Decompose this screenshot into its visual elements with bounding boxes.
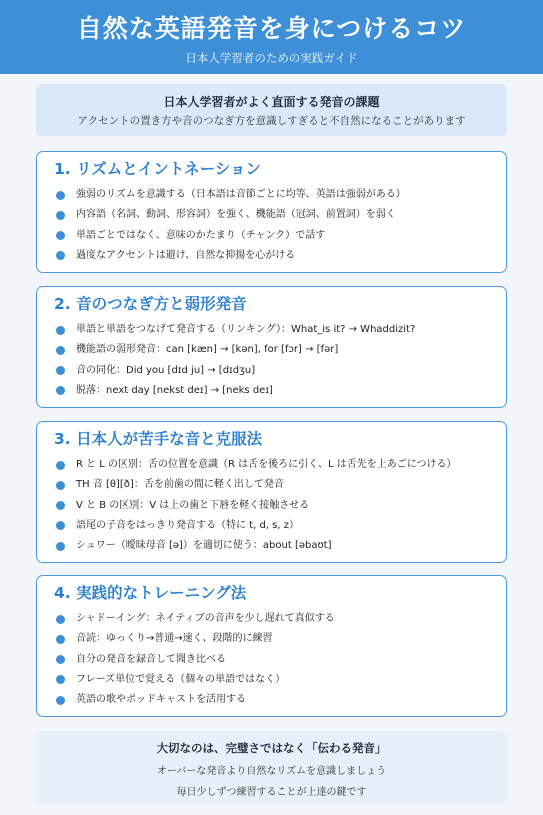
summary-box [36,731,507,803]
summary-line: 毎日少しずつ練習することが上達の鍵です [176,787,367,798]
intro-box [36,84,507,136]
list-item [56,629,496,649]
list-item [56,609,496,629]
bullet-icon [56,386,65,395]
summary-line: オーバーな発音より自然なリズムを意識しましょう [156,766,387,777]
section-difficult-sounds [36,421,507,563]
list-item [56,690,496,710]
list-item-text: 音の同化：Did you [dɪd ju] → [dɪdʒu] [76,364,256,376]
list-item [56,246,496,266]
section-training [36,575,507,717]
list-item-text: 単語ごとではなく、意味のかたまり（チャンク）で話す [76,229,326,241]
intro-text: アクセントの置き方や音のつなぎ方を意識しすぎると不自然になることがあります [77,115,466,127]
list-item [56,381,496,401]
summary-heading: 大切なのは、完璧さではなく「伝わる発音」 [156,741,387,755]
bullet-icon [56,326,65,335]
list-item [56,340,496,360]
bullet-icon [56,542,65,551]
list-item-text: 語尾の子音をはっきり発音する（特に t, d, s, z） [76,519,299,531]
bullet-icon [56,461,65,470]
bullet-icon [56,191,65,200]
list-item-text: 単語と単語をつなげて発音する（リンキング）：What_is it? → Whaddizit? [76,324,416,335]
list-item [56,320,496,340]
list-item-text: R と L の区別：舌の位置を意識（R は舌を後ろに引く、L は舌先を上あごにつける） [76,459,457,470]
list-item [56,205,496,225]
bullet-icon [56,696,65,705]
list-item [56,475,496,495]
intro-heading: 日本人学習者がよく直面する発音の課題 [163,95,380,109]
list-item-text: 機能語の弱形発音：can [kæn] → [kən], for [fɔr] → [fər] [76,344,339,356]
list-item-text: フレーズ単位で覚える（個々の単語ではなく） [76,673,286,685]
page-title: 自然な英語発音を身につけるコツ [76,14,467,43]
bullet-icon [56,231,65,240]
bullet-icon [56,366,65,375]
list-item-text: 内容語（名詞、動詞、形容詞）を強く、機能語（冠詞、前置詞）を弱く [76,209,396,221]
section-list [56,455,496,556]
bullet-icon [56,615,65,624]
section-list [56,185,496,266]
bullet-icon [56,635,65,644]
header-banner [0,0,543,74]
section-title: 3. 日本人が苦手な音と克服法 [54,430,263,448]
list-item [56,361,496,381]
bullet-icon [56,211,65,220]
list-item [56,226,496,246]
list-item-text: 強弱のリズムを意識する（日本語は音節ごとに均等、英語は強弱がある） [76,189,406,200]
list-item [56,536,496,556]
list-item-text: 脱落：next day [nekst deɪ] → [neks deɪ] [76,384,273,396]
bullet-icon [56,655,65,664]
list-item [56,496,496,516]
list-item-text: 音読：ゆっくり→普通→速く、段階的に練習 [76,633,273,645]
list-item [56,516,496,536]
list-item-text: シュワー（曖昧母音 [ə]）を適切に使う：about [əbaʊt] [76,540,332,552]
section-title: 1. リズムとイントネーション [54,160,261,178]
bullet-icon [56,251,65,260]
bullet-icon [56,346,65,355]
section-list [56,609,496,710]
bullet-icon [56,675,65,684]
bullet-icon [56,501,65,510]
section-title: 4. 実践的なトレーニング法 [54,584,247,602]
section-rhythm [36,151,507,273]
bullet-icon [56,521,65,530]
page-subtitle: 日本人学習者のための実践ガイド [185,51,358,65]
list-item-text: V と B の区別：V は上の歯と下唇を軽く接触させる [76,499,310,511]
list-item [56,455,496,475]
list-item-text: シャドーイング：ネイティブの音声を少し遅れて真似する [76,613,335,624]
list-item [56,670,496,690]
list-item-text: 過度なアクセントは避け、自然な抑揚を心がける [76,249,296,261]
list-item-text: 英語の歌やポッドキャストを活用する [76,694,246,706]
section-title: 2. 音のつなぎ方と弱形発音 [54,295,247,313]
bullet-icon [56,481,65,490]
section-linking [36,286,507,408]
section-list [56,320,496,401]
list-item-text: 自分の発音を録音して聞き比べる [76,653,226,665]
list-item-text: TH 音 [θ][ð]：舌を前歯の間に軽く出して発音 [76,479,284,491]
list-item [56,650,496,670]
list-item [56,185,496,205]
